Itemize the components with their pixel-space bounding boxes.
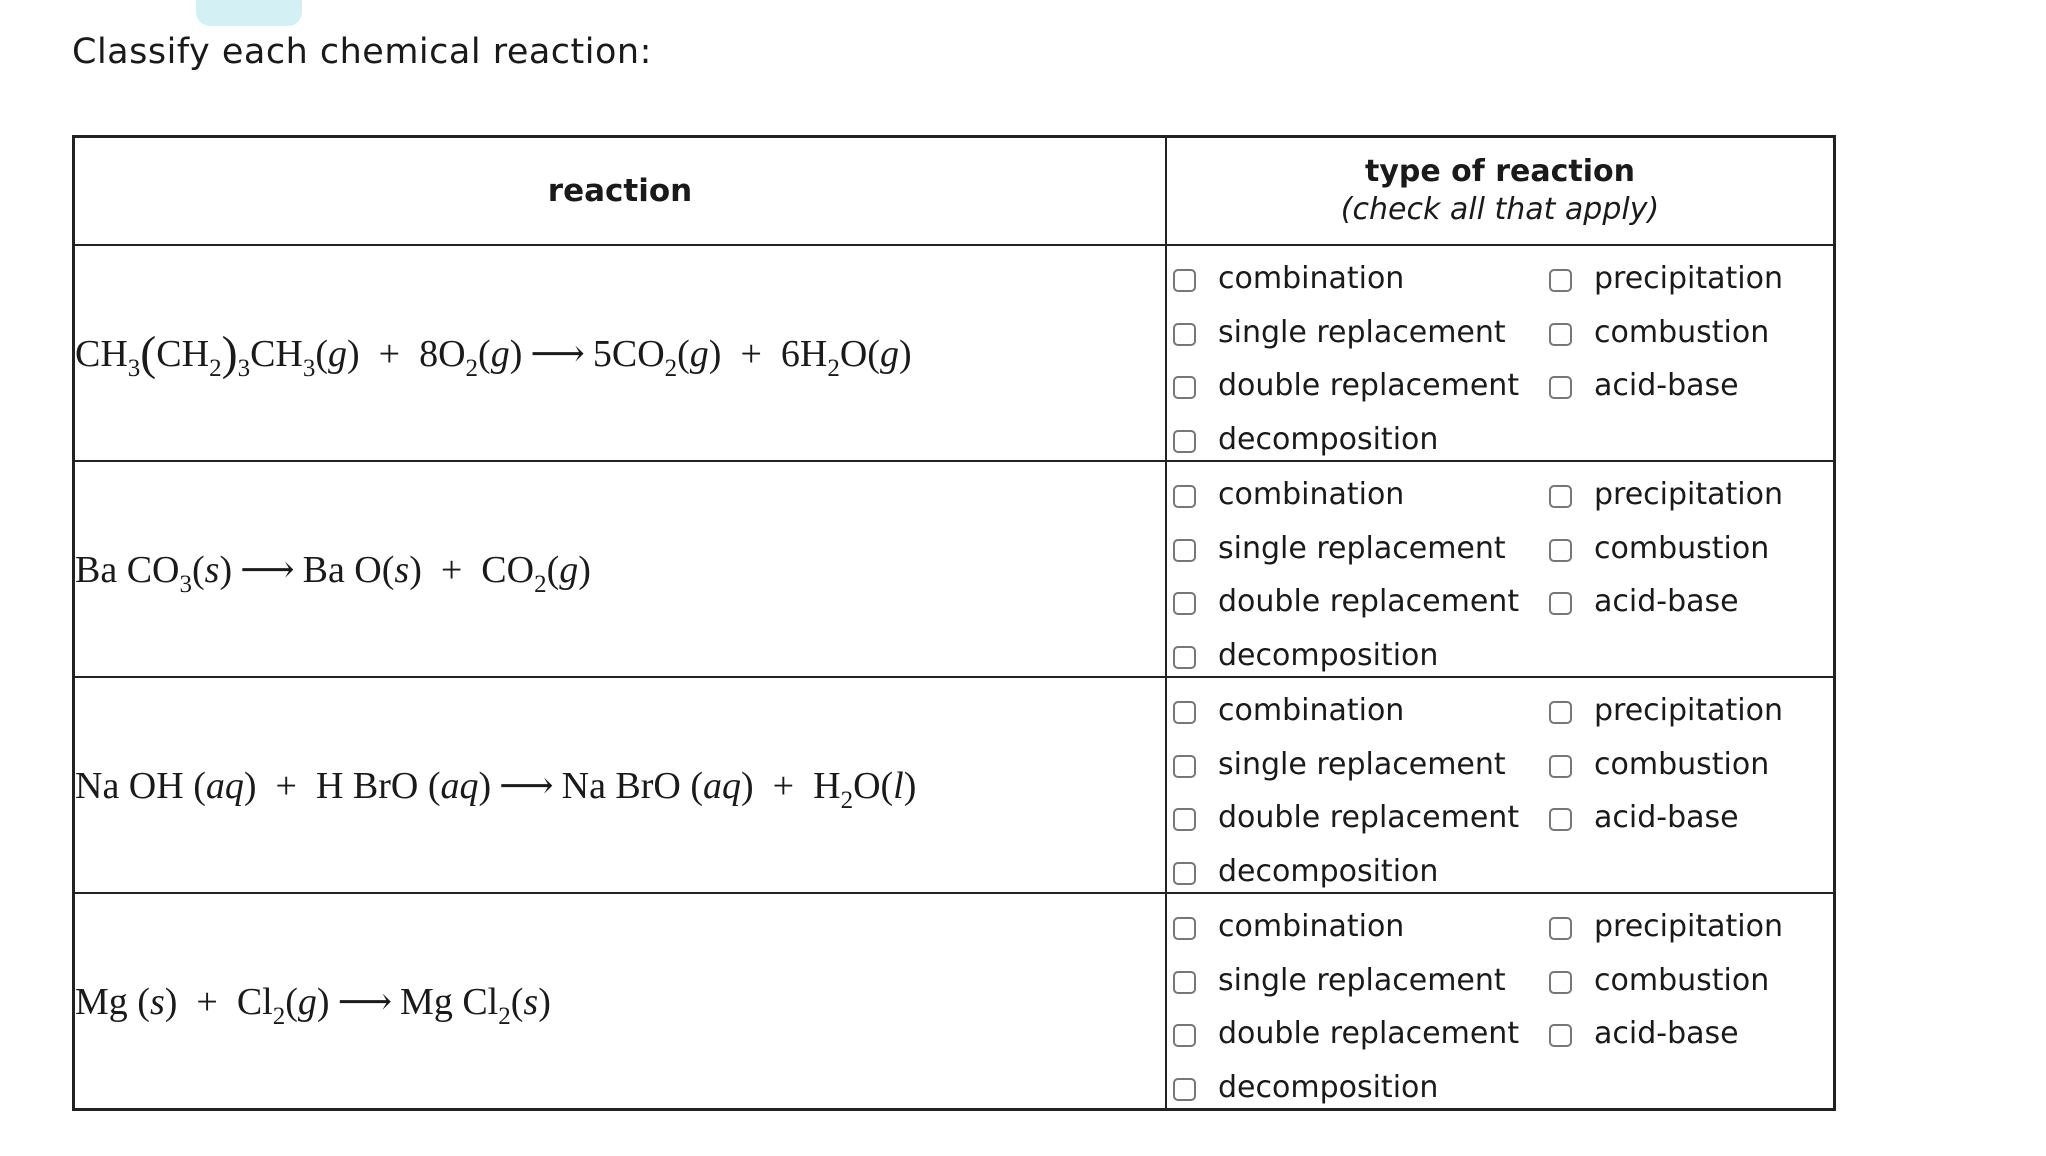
option-acid-base[interactable] bbox=[1549, 359, 1783, 413]
option-decomposition[interactable] bbox=[1173, 413, 1519, 467]
option-label: combination bbox=[1218, 261, 1405, 297]
option-combustion[interactable] bbox=[1549, 954, 1783, 1008]
checkbox[interactable] bbox=[1549, 1024, 1572, 1047]
table-row bbox=[74, 245, 1835, 461]
checkbox[interactable] bbox=[1549, 323, 1572, 346]
option-combustion[interactable] bbox=[1549, 306, 1783, 360]
checkbox[interactable] bbox=[1173, 646, 1196, 669]
checkbox[interactable] bbox=[1173, 376, 1196, 399]
option-precipitation[interactable] bbox=[1549, 468, 1783, 522]
reaction-equation-2: Ba $CO_3(s)$ ⟶ Ba $O(s) + CO_2(g)$ bbox=[75, 548, 591, 598]
reaction-cell-3 bbox=[74, 677, 1167, 893]
checkbox[interactable] bbox=[1173, 971, 1196, 994]
option-precipitation[interactable] bbox=[1549, 252, 1783, 306]
option-double-replacement[interactable] bbox=[1173, 1007, 1519, 1061]
checkbox[interactable] bbox=[1173, 485, 1196, 508]
option-combination[interactable] bbox=[1173, 900, 1519, 954]
reaction-cell-2 bbox=[74, 461, 1167, 677]
reaction-cell-4 bbox=[74, 893, 1167, 1110]
table-row bbox=[74, 677, 1835, 893]
option-double-replacement[interactable] bbox=[1173, 791, 1519, 845]
checkbox[interactable] bbox=[1549, 539, 1572, 562]
option-label: acid-base bbox=[1594, 584, 1739, 620]
reaction-equation-1: $CH_3(CH_2)_3CH_3(g) + 8O_2(g)$ ⟶ $5CO_2(g) + 6H_2O(g)$ bbox=[75, 326, 912, 382]
options-cell-1 bbox=[1166, 245, 1835, 461]
option-combination[interactable] bbox=[1173, 468, 1519, 522]
reaction-table bbox=[72, 135, 1836, 1111]
option-decomposition[interactable] bbox=[1173, 629, 1519, 683]
option-label: decomposition bbox=[1218, 1069, 1439, 1105]
checkbox[interactable] bbox=[1549, 376, 1572, 399]
header-type bbox=[1166, 137, 1835, 246]
option-label: combination bbox=[1218, 909, 1405, 945]
option-label: double replacement bbox=[1218, 368, 1520, 404]
option-label: precipitation bbox=[1594, 261, 1783, 297]
option-precipitation[interactable] bbox=[1549, 684, 1783, 738]
checkbox[interactable] bbox=[1173, 755, 1196, 778]
option-precipitation[interactable] bbox=[1549, 900, 1783, 954]
option-decomposition[interactable] bbox=[1173, 845, 1519, 899]
checkbox[interactable] bbox=[1173, 592, 1196, 615]
option-decomposition[interactable] bbox=[1173, 1061, 1519, 1115]
checkbox[interactable] bbox=[1173, 269, 1196, 292]
option-acid-base[interactable] bbox=[1549, 575, 1783, 629]
table-row bbox=[74, 461, 1835, 677]
option-label: decomposition bbox=[1218, 637, 1439, 673]
checkbox[interactable] bbox=[1173, 323, 1196, 346]
option-label: single replacement bbox=[1218, 746, 1506, 782]
checkbox[interactable] bbox=[1549, 808, 1572, 831]
checkbox[interactable] bbox=[1173, 1078, 1196, 1101]
header-type-title: type of reaction bbox=[1364, 154, 1636, 189]
top-tab bbox=[196, 0, 302, 26]
option-label: single replacement bbox=[1218, 962, 1506, 998]
option-double-replacement[interactable] bbox=[1173, 359, 1519, 413]
options-cell-2 bbox=[1166, 461, 1835, 677]
question-prompt: Classify each chemical reaction: bbox=[72, 32, 652, 72]
option-label: acid-base bbox=[1594, 368, 1739, 404]
option-label: acid-base bbox=[1594, 1016, 1739, 1052]
option-single-replacement[interactable] bbox=[1173, 954, 1519, 1008]
option-label: double replacement bbox=[1218, 1016, 1520, 1052]
option-single-replacement[interactable] bbox=[1173, 522, 1519, 576]
header-reaction: reaction bbox=[74, 137, 1167, 246]
option-label: combustion bbox=[1594, 530, 1770, 566]
options-cell-4 bbox=[1166, 893, 1835, 1110]
option-double-replacement[interactable] bbox=[1173, 575, 1519, 629]
options-cell-3 bbox=[1166, 677, 1835, 893]
option-label: precipitation bbox=[1594, 693, 1783, 729]
table-header-row bbox=[74, 137, 1835, 246]
option-label: combustion bbox=[1594, 962, 1770, 998]
table-row bbox=[74, 893, 1835, 1110]
option-label: precipitation bbox=[1594, 477, 1783, 513]
option-label: combustion bbox=[1594, 746, 1770, 782]
option-acid-base[interactable] bbox=[1549, 1007, 1783, 1061]
checkbox[interactable] bbox=[1549, 269, 1572, 292]
checkbox[interactable] bbox=[1173, 430, 1196, 453]
checkbox[interactable] bbox=[1173, 917, 1196, 940]
option-label: single replacement bbox=[1218, 530, 1506, 566]
checkbox[interactable] bbox=[1549, 485, 1572, 508]
option-label: acid-base bbox=[1594, 800, 1739, 836]
option-label: combination bbox=[1218, 693, 1405, 729]
option-combination[interactable] bbox=[1173, 684, 1519, 738]
option-label: double replacement bbox=[1218, 800, 1520, 836]
option-label: precipitation bbox=[1594, 909, 1783, 945]
checkbox[interactable] bbox=[1173, 862, 1196, 885]
reaction-equation-4: Mg $(s) + Cl_2(g)$ ⟶ Mg $Cl_2(s)$ bbox=[75, 980, 551, 1030]
header-type-note: (check all that apply) bbox=[1340, 192, 1660, 227]
option-label: combustion bbox=[1594, 314, 1770, 350]
option-combination[interactable] bbox=[1173, 252, 1519, 306]
checkbox[interactable] bbox=[1549, 755, 1572, 778]
checkbox[interactable] bbox=[1173, 1024, 1196, 1047]
option-acid-base[interactable] bbox=[1549, 791, 1783, 845]
reaction-cell-1 bbox=[74, 245, 1167, 461]
checkbox[interactable] bbox=[1173, 808, 1196, 831]
checkbox[interactable] bbox=[1173, 701, 1196, 724]
reaction-equation-3: Na OH (aq) + H BrO (aq) ⟶ Na BrO $(aq) + H_2O(l)$ bbox=[75, 764, 917, 814]
checkbox[interactable] bbox=[1549, 592, 1572, 615]
option-single-replacement[interactable] bbox=[1173, 306, 1519, 360]
checkbox[interactable] bbox=[1549, 917, 1572, 940]
option-label: decomposition bbox=[1218, 421, 1439, 457]
option-combustion[interactable] bbox=[1549, 738, 1783, 792]
option-label: single replacement bbox=[1218, 314, 1506, 350]
checkbox[interactable] bbox=[1549, 971, 1572, 994]
checkbox[interactable] bbox=[1173, 539, 1196, 562]
option-label: decomposition bbox=[1218, 853, 1439, 889]
checkbox[interactable] bbox=[1549, 701, 1572, 724]
option-single-replacement[interactable] bbox=[1173, 738, 1519, 792]
option-combustion[interactable] bbox=[1549, 522, 1783, 576]
option-label: combination bbox=[1218, 477, 1405, 513]
option-label: double replacement bbox=[1218, 584, 1520, 620]
